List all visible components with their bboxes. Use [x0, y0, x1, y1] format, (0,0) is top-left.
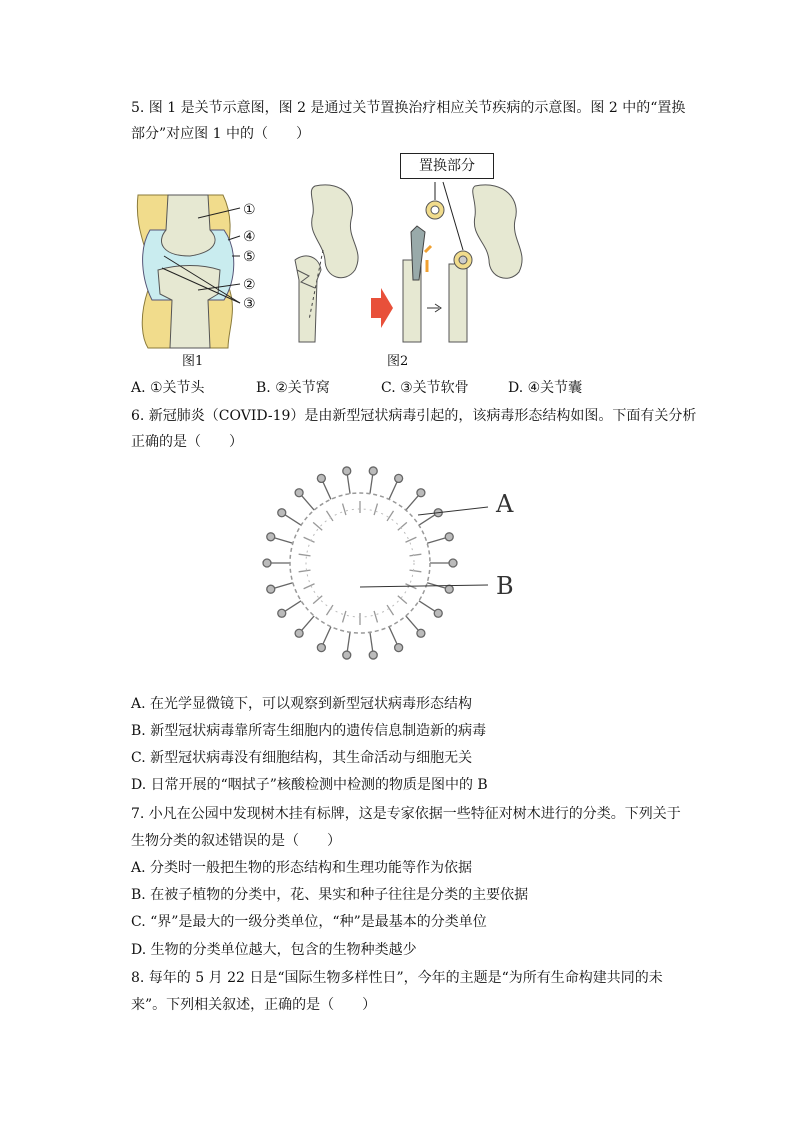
q6-option-a[interactable]: A. 在光学显微镜下，可以观察到新型冠状病毒形态结构	[131, 696, 473, 712]
q7-option-a[interactable]: A. 分类时一般把生物的形态结构和生理功能等作为依据	[131, 860, 473, 876]
fig1-marker-1: ①	[243, 202, 256, 218]
q5-option-a[interactable]: A. ①关节头	[131, 380, 205, 396]
q8-stem-line2: 来”。下列相关叙述，正确的是（ ）	[131, 997, 377, 1013]
q7-option-d[interactable]: D. 生物的分类单位越大，包含的生物种类越少	[131, 942, 417, 958]
virus-label-a: A	[496, 490, 514, 518]
q7-option-b[interactable]: B. 在被子植物的分类中，花、果实和种子往往是分类的主要依据	[131, 887, 529, 903]
q6-option-c[interactable]: C. 新型冠状病毒没有细胞结构，其生命活动与细胞无关	[131, 750, 473, 766]
q5-option-d[interactable]: D. ④关节囊	[508, 380, 583, 396]
virus-label-b: B	[496, 572, 514, 600]
fig2-caption: 图2	[387, 354, 409, 369]
q7-stem-line2: 生物分类的叙述错误的是（ ）	[131, 833, 341, 849]
fig1-caption: 图1	[182, 354, 204, 369]
q5-stem-line1: 5. 图 1 是关节示意图，图 2 是通过关节置换治疗相应关节疾病的示意图。图 2 中的“置换	[131, 100, 686, 116]
q7-option-c[interactable]: C. “界”是最大的一级分类单位，“种”是最基本的分类单位	[131, 914, 487, 930]
q6-stem-line1: 6. 新冠肺炎（COVID-19）是由新型冠状病毒引起的，该病毒形态结构如图。下面有关分析	[131, 408, 697, 424]
q7-stem-line1: 7. 小凡在公园中发现树木挂有标牌，这是专家依据一些特征对树木进行的分类。下列关于	[131, 806, 681, 822]
q6-stem-line2: 正确的是（ ）	[131, 434, 243, 450]
q5-option-b[interactable]: B. ②关节窝	[256, 380, 330, 396]
q5-stem-line2: 部分”对应图 1 中的（ ）	[131, 126, 310, 142]
figure-virus	[260, 455, 530, 670]
fig1-marker-4: ④	[243, 229, 256, 245]
q5-option-c[interactable]: C. ③关节软骨	[381, 380, 469, 396]
fig1-marker-5: ⑤	[243, 249, 256, 265]
fig1-marker-2: ②	[243, 277, 256, 293]
q8-stem-line1: 8. 每年的 5 月 22 日是“国际生物多样性日”，今年的主题是“为所有生命构建共同的未	[131, 970, 663, 986]
fig1-marker-3: ③	[243, 296, 256, 312]
q6-option-d[interactable]: D. 日常开展的“咽拭子”核酸检测中检测的物质是图中的 B	[131, 777, 488, 793]
fig2-callout-box: 置换部分	[400, 153, 494, 179]
figure-2-hip-replacement	[285, 180, 535, 350]
q6-option-b[interactable]: B. 新型冠状病毒靠所寄生细胞内的遗传信息制造新的病毒	[131, 723, 487, 739]
